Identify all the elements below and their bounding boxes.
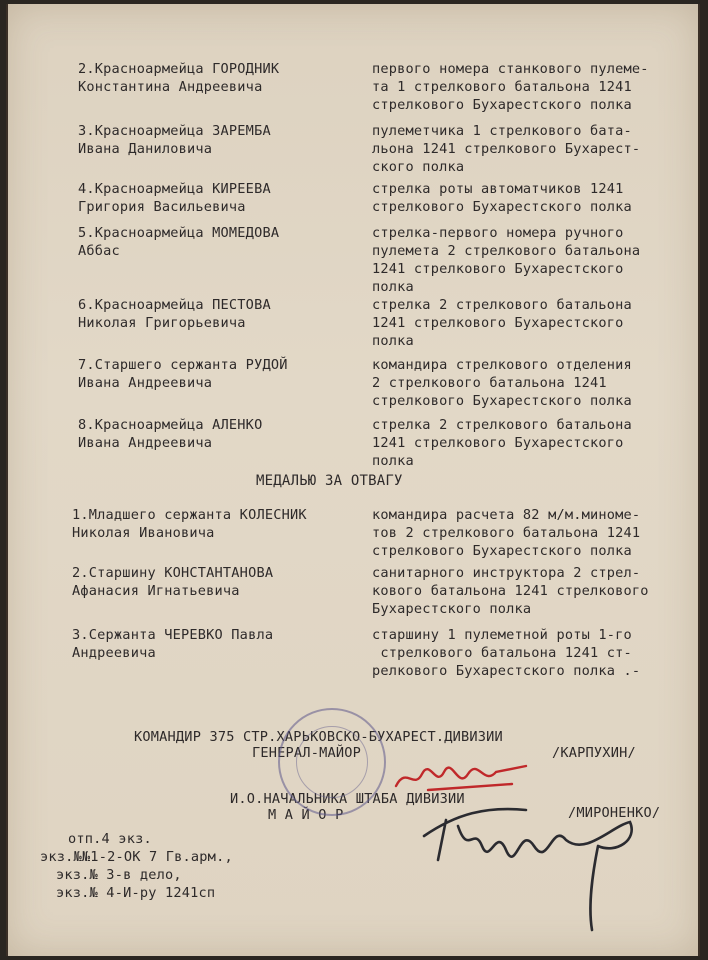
position-line: стрелка 2 стрелкового батальона <box>372 297 632 313</box>
official-seal <box>278 708 386 816</box>
position-line: ского полка <box>372 159 465 175</box>
position-line: 1241 стрелкового Бухарестского <box>372 261 624 277</box>
position-line: полка <box>372 333 414 349</box>
position-line: 2 стрелкового батальона 1241 <box>372 375 607 391</box>
position-line: 1241 стрелкового Бухарестского <box>372 435 624 451</box>
position-line: стрелка 2 стрелкового батальона <box>372 417 632 433</box>
recipient-line: 3.Красноармейца ЗАРЕМБА <box>78 123 271 139</box>
position-line: стрелкового Бухарестского полка <box>372 543 632 559</box>
recipient-line: Ивана Даниловича <box>78 141 213 157</box>
distribution-line: экз.№ 3-в дело, <box>56 867 182 883</box>
recipient-line: Андреевича <box>72 645 156 661</box>
position-line: стрелкового Бухарестского полка <box>372 199 632 215</box>
recipient-line: Ивана Андреевича <box>78 375 213 391</box>
recipient-line: 4.Красноармейца КИРЕЕВА <box>78 181 271 197</box>
position-line: стрелкового Бухарестского полка <box>372 97 632 113</box>
position-line: тов 2 стрелкового батальона 1241 <box>372 525 641 541</box>
recipient-line: Николая Ивановича <box>72 525 215 541</box>
recipient-line: Афанасия Игнатьевича <box>72 583 240 599</box>
position-line: 1241 стрелкового Бухарестского <box>372 315 624 331</box>
chief-rank: М А Й О Р <box>268 807 344 823</box>
position-line: льона 1241 стрелкового Бухарест- <box>372 141 641 157</box>
position-line: командира стрелкового отделения <box>372 357 632 373</box>
recipient-line: 6.Красноармейца ПЕСТОВА <box>78 297 271 313</box>
commander-title: КОМАНДИР 375 СТР.ХАРЬКОВСКО-БУХАРЕСТ.ДИВИЗИИ <box>134 729 503 745</box>
document-page <box>6 4 700 956</box>
recipient-line: Григория Васильевича <box>78 199 246 215</box>
commander-signature <box>392 760 532 800</box>
recipient-line: Николая Григорьевича <box>78 315 246 331</box>
recipient-line: 8.Красноармейца АЛЕНКО <box>78 417 263 433</box>
recipient-line: 1.Младшего сержанта КОЛЕСНИК <box>72 507 307 523</box>
page-edge-left <box>6 4 8 956</box>
recipient-line: 3.Сержанта ЧЕРЕВКО Павла <box>72 627 274 643</box>
recipient-line: 2.Красноармейца ГОРОДНИК <box>78 61 280 77</box>
position-line: командира расчета 82 м/м.миноме- <box>372 507 641 523</box>
recipient-line: 7.Старшего сержанта РУДОЙ <box>78 357 288 373</box>
recipient-line: Константина Андреевича <box>78 79 263 95</box>
position-line: пулемета 2 стрелкового батальона <box>372 243 641 259</box>
recipient-line: Ивана Андреевича <box>78 435 213 451</box>
distribution-line: экз.№№1-2-ОК 7 Гв.арм., <box>40 849 233 865</box>
commander-name: /КАРПУХИН/ <box>552 745 636 761</box>
position-line: полка <box>372 453 414 469</box>
position-line: стрелка-первого номера ручного <box>372 225 624 241</box>
position-line: релкового Бухарестского полка .- <box>372 663 641 679</box>
position-line: стрелка роты автоматчиков 1241 <box>372 181 624 197</box>
distribution-line: отп.4 экз. <box>68 831 152 847</box>
position-line: пулеметчика 1 стрелкового бата- <box>372 123 632 139</box>
position-line: первого номера станкового пулеме- <box>372 61 649 77</box>
position-line: стрелкового Бухарестского полка <box>372 393 632 409</box>
commander-rank: ГЕНЕРАЛ-МАЙОР <box>252 745 361 761</box>
position-line: старшину 1 пулеметной роты 1-го <box>372 627 632 643</box>
position-line: кового батальона 1241 стрелкового <box>372 583 649 599</box>
position-line: полка <box>372 279 414 295</box>
position-line: стрелкового батальона 1241 ст- <box>372 645 632 661</box>
medal-heading: МЕДАЛЬЮ ЗА ОТВАГУ <box>256 473 403 489</box>
position-line: Бухарестского полка <box>372 601 532 617</box>
recipient-line: Аббас <box>78 243 120 259</box>
position-line: та 1 стрелкового батальона 1241 <box>372 79 632 95</box>
chief-signature <box>416 796 656 936</box>
chief-title: И.О.НАЧАЛЬНИКА ШТАБА ДИВИЗИИ <box>230 791 465 807</box>
page-edge-right <box>698 4 700 956</box>
recipient-line: 5.Красноармейца МОМЕДОВА <box>78 225 280 241</box>
distribution-line: экз.№ 4-И-ру 1241сп <box>56 885 216 901</box>
chief-name: /МИРОНЕНКО/ <box>568 805 661 821</box>
recipient-line: 2.Старшину КОНСТАНТАНОВА <box>72 565 274 581</box>
position-line: санитарного инструктора 2 стрел- <box>372 565 641 581</box>
